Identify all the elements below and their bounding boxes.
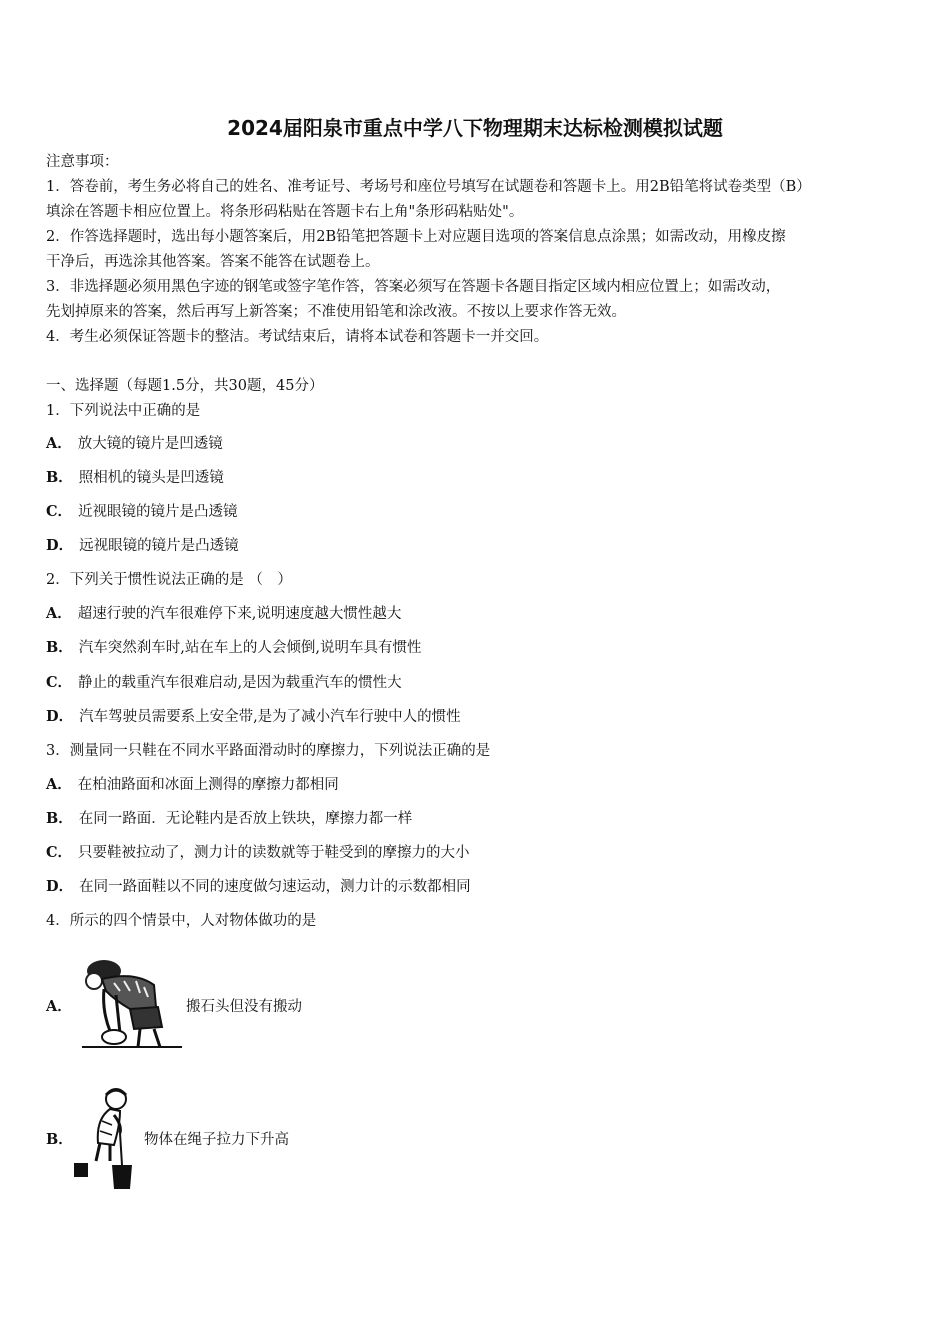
option-text: 搬石头但没有搬动 [186, 999, 302, 1015]
option-line [46, 775, 906, 795]
option-label: D． [46, 708, 74, 725]
option-text: 在同一路面．无论鞋内是否放上铁块，摩擦力都一样 [78, 811, 413, 827]
option-line [46, 434, 906, 454]
option-label: A． [46, 998, 72, 1015]
option-line [46, 877, 906, 897]
question-stem: 3．测量同一只鞋在不同水平路面滑动时的摩擦力，下列说法正确的是 [46, 743, 491, 759]
notes-line: 1．答卷前，考生务必将自己的姓名、准考证号、考场号和座位号填写在试题卷和答题卡上。用2B铅笔将试卷类型（B） [46, 179, 811, 195]
option-line [46, 843, 906, 863]
option-label: B． [46, 1131, 73, 1148]
option-line [46, 809, 906, 829]
person-lifting-bucket-figure [70, 1085, 144, 1193]
option-line [46, 707, 906, 727]
option-text: 物体在绳子拉力下升高 [144, 1132, 289, 1148]
person-pushing-stone-figure [74, 955, 186, 1055]
option-label: A． [46, 435, 72, 452]
option-label: C． [46, 674, 73, 691]
section-heading: 一、选择题（每题1.5分，共30题，45分） [46, 378, 324, 394]
option-text: 汽车驾驶员需要系上安全带,是为了减小汽车行驶中人的惯性 [79, 709, 461, 725]
notes-heading: 注意事项： [46, 154, 119, 170]
option-label: A． [46, 776, 72, 793]
option-text: 超速行驶的汽车很难停下来,说明速度越大惯性越大 [77, 606, 402, 622]
option-line [46, 536, 906, 556]
option-text: 近视眼镜的镜片是凸透镜 [78, 504, 238, 520]
option-text: 放大镜的镜片是凹透镜 [77, 436, 223, 452]
option-label: B． [46, 469, 73, 486]
option-label: A． [46, 605, 72, 622]
option-label: C． [46, 844, 73, 861]
page-title: 2024届阳泉市重点中学八下物理期末达标检测模拟试题 [227, 116, 723, 140]
option-text: 只要鞋被拉动了，测力计的读数就等于鞋受到的摩擦力的大小 [78, 845, 470, 861]
option-text: 汽车突然刹车时,站在车上的人会倾倒,说明车具有惯性 [78, 640, 422, 656]
notes-line: 4．考生必须保证答题卡的整洁。考试结束后，请将本试卷和答题卡一并交回。 [46, 329, 549, 345]
notes-line: 填涂在答题卡相应位置上。将条形码粘贴在答题卡右上角"条形码粘贴处"。 [46, 204, 524, 220]
option-text: 照相机的镜头是凹透镜 [78, 470, 224, 486]
option-line [46, 673, 906, 693]
option-line [46, 502, 906, 522]
option-text: 在柏油路面和冰面上测得的摩擦力都相同 [77, 777, 339, 793]
option-label: C． [46, 503, 73, 520]
question-stem: 1．下列说法中正确的是 [46, 403, 201, 419]
notes-line: 干净后，再选涂其他答案。答案不能答在试题卷上。 [46, 254, 380, 270]
notes-line: 2．作答选择题时，选出每小题答案后，用2B铅笔把答题卡上对应题目选项的答案信息点涂黑；如需改动，用橡皮擦 [46, 229, 786, 245]
option-line [46, 468, 906, 488]
option-text: 静止的载重汽车很难启动,是因为载重汽车的惯性大 [78, 675, 402, 691]
option-label: D． [46, 537, 74, 554]
option-line [46, 638, 906, 658]
option-label: B． [46, 639, 73, 656]
question-stem: 2．下列关于惯性说法正确的是 （ ） [46, 572, 292, 588]
option-text: 在同一路面鞋以不同的速度做匀速运动，测力计的示数都相同 [79, 879, 471, 895]
notes-line: 3．非选择题必须用黑色字迹的钢笔或签字笔作答，答案必须写在答题卡各题目指定区域内相应位置上；如需改动， [46, 279, 781, 295]
option-label: B． [46, 810, 73, 827]
option-label: D． [46, 878, 74, 895]
question-stem: 4．所示的四个情景中，人对物体做功的是 [46, 913, 317, 929]
notes-line: 先划掉原来的答案，然后再写上新答案；不准使用铅笔和涂改液。不按以上要求作答无效。 [46, 304, 626, 320]
option-text: 远视眼镜的镜片是凸透镜 [79, 538, 239, 554]
option-line [46, 604, 906, 624]
